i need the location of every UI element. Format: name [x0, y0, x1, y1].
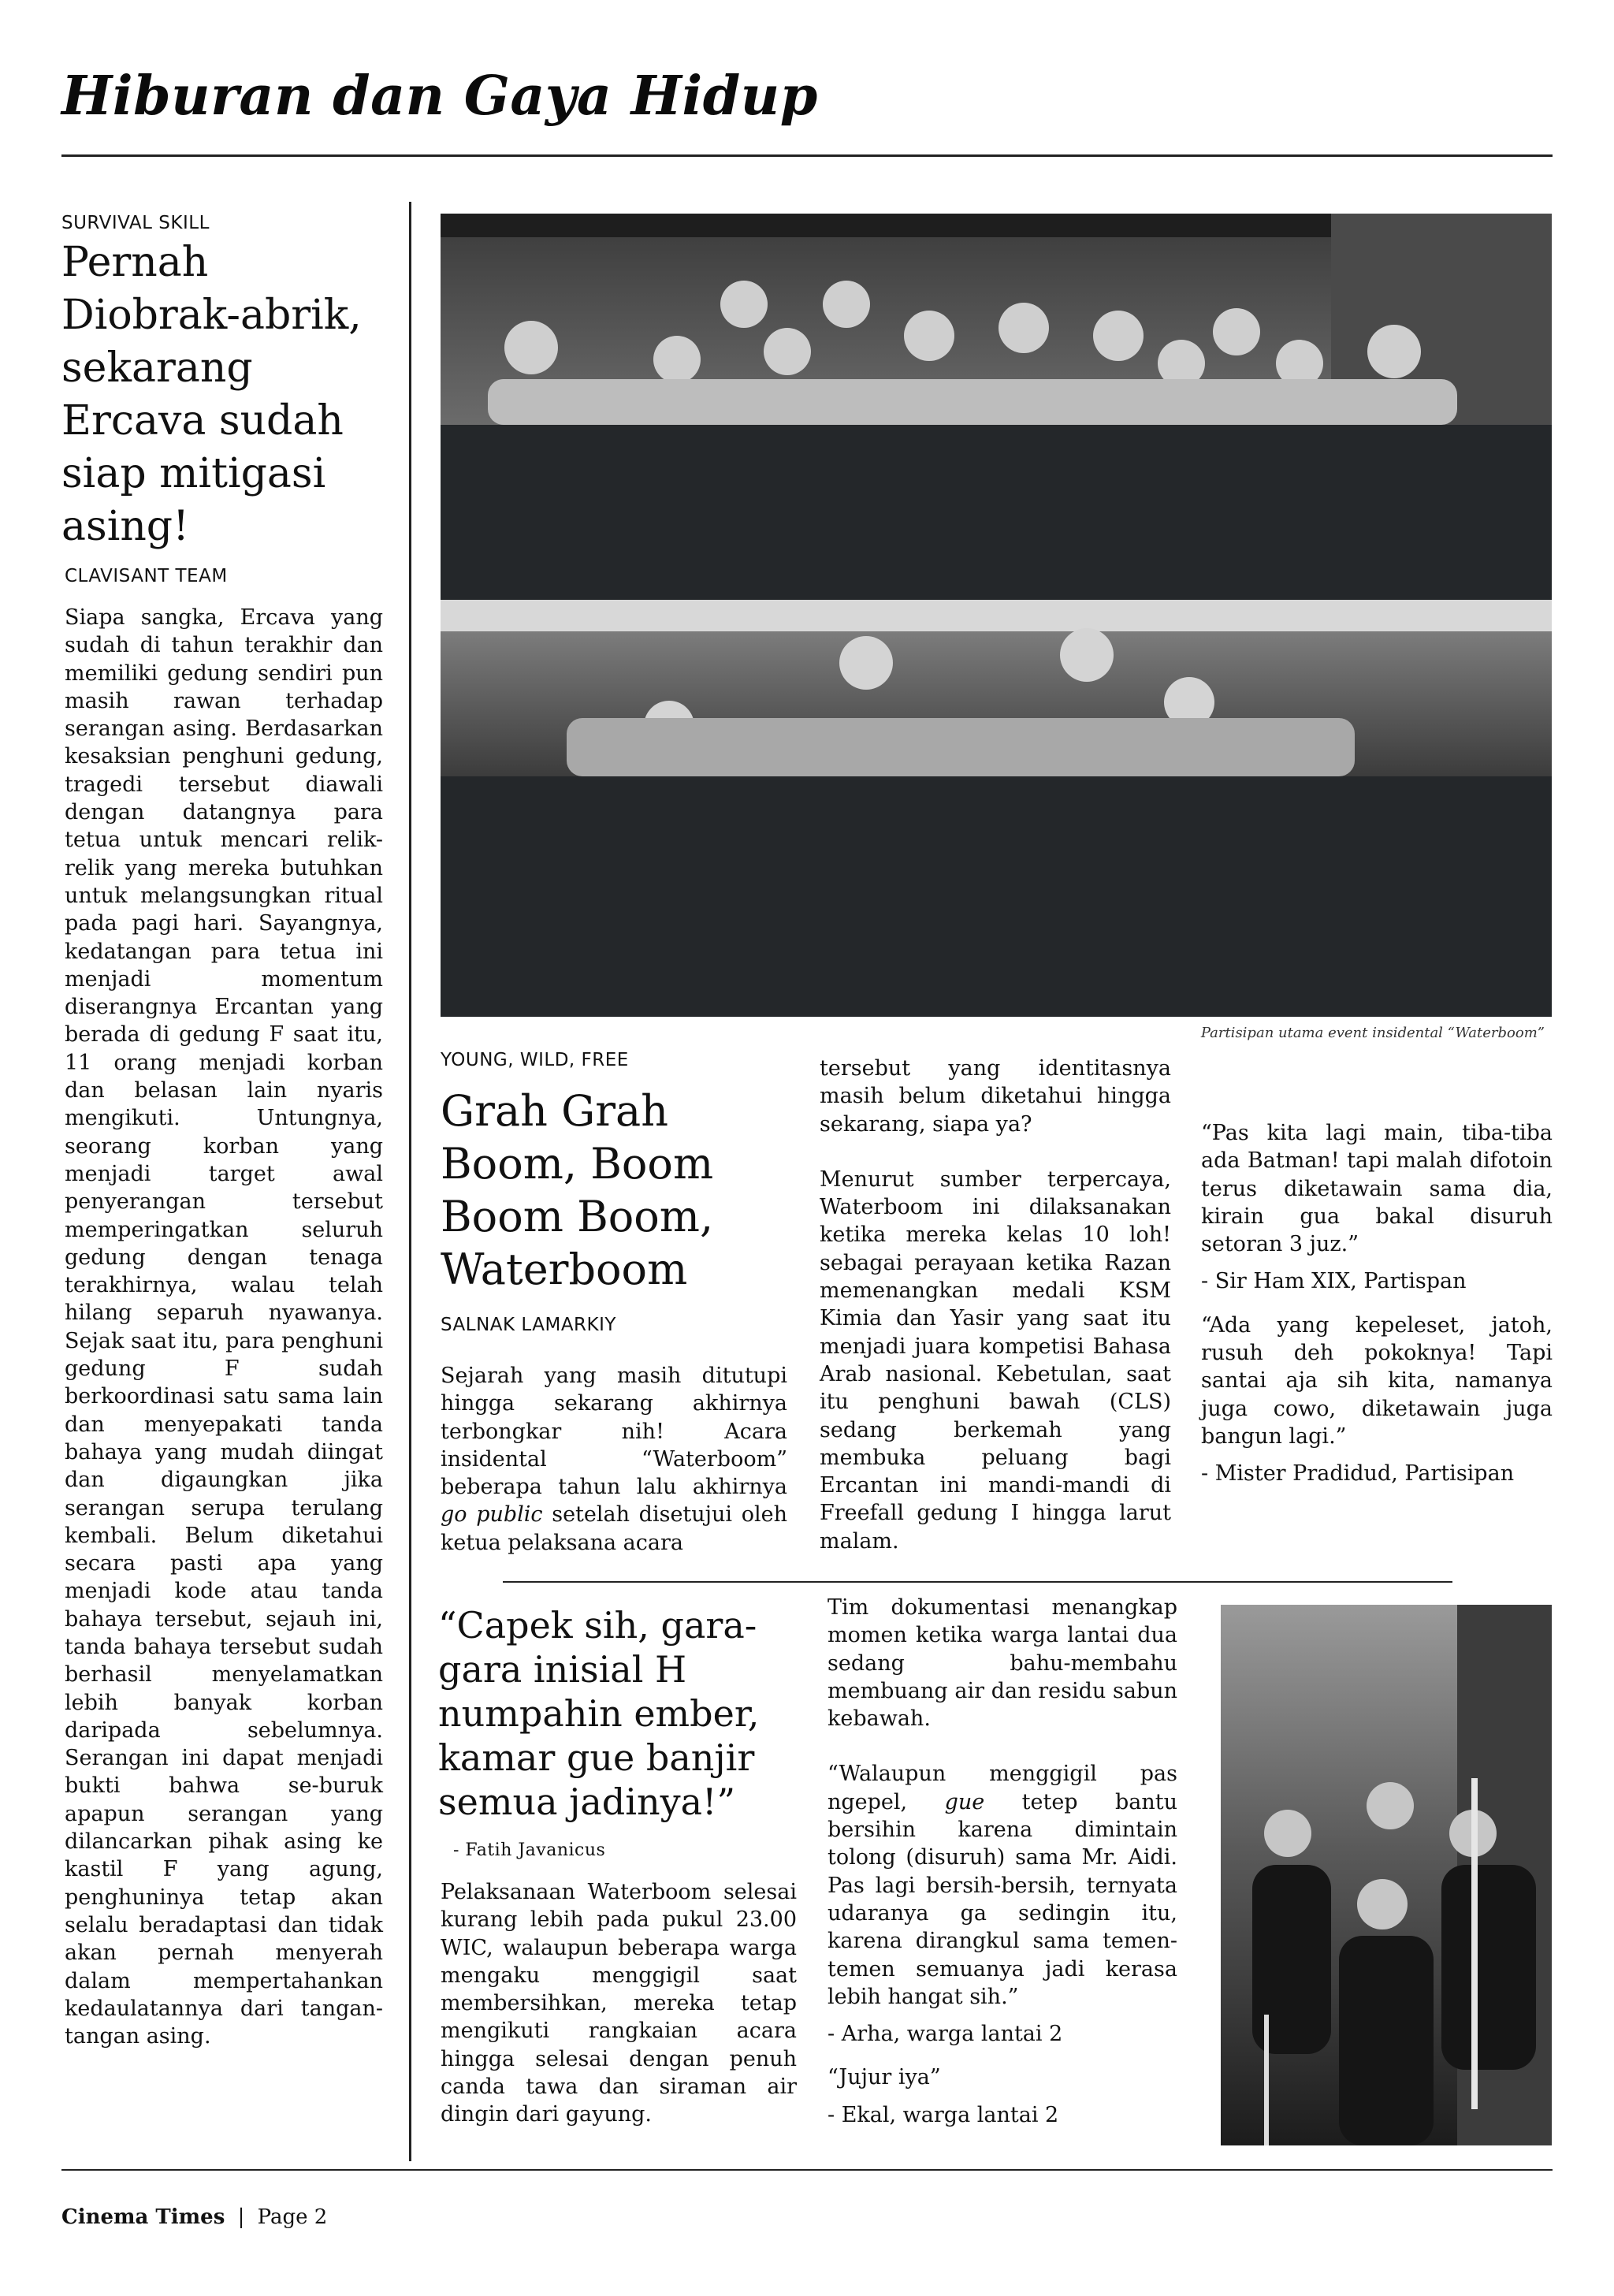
- quote2-text: “Ada yang kepeleset, jatoh, rusuh deh pokoknya! Tapi santai aja sih kita, namanya juga cowo, diketawain juga bangun lagi.”: [1201, 1312, 1553, 1449]
- quote2-attribution: - Mister Pradidud, Partisipan: [1201, 1461, 1515, 1487]
- quote1-attribution: - Sir Ham XIX, Partispan: [1201, 1269, 1467, 1294]
- cleanup-photo: [1221, 1605, 1552, 2145]
- article3-right: [827, 1594, 1177, 2145]
- article2-body-b: [820, 1055, 1171, 1555]
- group-photo-image: [441, 214, 1552, 1017]
- article2-headline: Grah Grah Boom, Boom Boom Boom, Waterboom: [441, 1086, 714, 1294]
- main-photo: [441, 214, 1552, 1017]
- article2-kicker: YOUNG, WILD, FREE: [441, 1050, 629, 1070]
- footer-publication: Cinema Times: [61, 2205, 225, 2229]
- footer-page: Page 2: [257, 2205, 328, 2229]
- article2-body-b2: Menurut sumber terpercaya, Waterboom ini dilaksanakan ketika mereka kelas 10 loh! sebagai perayaan ketika Razan memenangkan medali KSM Kimia dan Yasir yang saat itu menjadi juara kompetisi Bahasa Arab nasional. Kebetulan, saat itu penghuni bawah (CLS) sedang berkemah yang membuka peluang bagi Ercantan ini mandi-mandi di Freefall gedung I hingga larut malam.: [820, 1167, 1171, 1554]
- pullquote-attribution: - Fatih Javanicus: [453, 1840, 606, 1860]
- header-divider: [61, 154, 1553, 157]
- article2-quotes: [1201, 1119, 1553, 1504]
- article3-body: Pelaksanaan Waterboom selesai kurang lebih pada pukul 23.00 WIC, walaupun beberapa warga mengaku menggigil saat membersihkan, mereka tetap mengikuti rangkaian acara hingga selesai dengan penuh canda tawa dan siraman air dingin dari gayung.: [441, 1880, 797, 2127]
- documentation-text: Tim dokumentasi menangkap momen ketika warga lantai dua sedang bahu-membahu membuang air dan residu sabun kebawah.: [827, 1595, 1177, 1732]
- main-photo-caption: Partisipan utama event insidental “Waterboom”: [1200, 1025, 1545, 1041]
- article2-body-a: Sejarah yang masih ditutupi hingga sekarang akhirnya terbongkar nih! Acara insidental “Waterboom” beberapa tahun lalu akhirnya go public setelah disetujui oleh ketua pelaksana acara: [441, 1364, 787, 1555]
- article1-kicker: SURVIVAL SKILL: [61, 213, 210, 233]
- pullquote-text: “Capek sih, gara-gara inisial H numpahin ember, kamar gue banjir semua jadinya!”: [438, 1604, 760, 1823]
- cleanup-photo-image: [1221, 1605, 1552, 2145]
- column-divider: [409, 202, 411, 2161]
- article2-body-b1: tersebut yang identitasnya masih belum diketahui hingga sekarang, siapa ya?: [820, 1056, 1171, 1137]
- quote1-text: “Pas kita lagi main, tiba-tiba ada Batman! tapi malah difotoin terus diketawain sama dia, kirain gua bakal disuruh setoran 3 juz.”: [1201, 1121, 1553, 1257]
- quote3-text: “Walaupun menggigil pas ngepel, gue tetep bantu bersihin karena dimintain tolong (disuruh) sama Mr. Aidi. Pas lagi bersih-bersih, ternyata udaranya ga sedingin itu, karena dirangkul sama temen-temen semuanya jadi kerasa lebih hangat sih.”: [827, 1762, 1178, 2009]
- quote4-attribution: - Ekal, warga lantai 2: [827, 2102, 1059, 2127]
- quote4-text: “Jujur iya”: [827, 2065, 941, 2090]
- article1-body: Siapa sangka, Ercava yang sudah di tahun terakhir dan memiliki gedung sendiri pun masih rawan terhadap serangan asing. Berdasarkan kesaksian penghuni gedung, tragedi tersebut diawali dengan datangnya para tetua untuk mencari relik-relik yang mereka butuhkan untuk melangsungkan ritual pada pagi hari. Sayangnya, kedatangan para tetua ini menjadi momentum diserangnya Ercantan yang berada di gedung F saat itu, 11 orang menjadi korban dan belasan lain nyaris mengikuti. Untungnya, seorang korban yang menjadi target awal penyerangan tersebut memperingatkan seluruh gedung dengan tenaga terakhirnya, walau telah hilang separuh nyawanya. Sejak saat itu, para penghuni gedung F sudah berkoordinasi satu sama lain dan menyepakati tanda bahaya yang mudah diingat dan digaungkan jika serangan serupa terulang kembali. Belum diketahui secara pasti apa yang menjadi kode atau tanda bahaya tersebut, sejauh ini, tanda bahaya tersebut sudah berhasil menyelamatkan lebih banyak korban daripada sebelumnya. Serangan ini dapat menjadi bukti bahwa se-buruk apapun serangan yang dilancarkan pihak asing ke kastil F yang agung, penghuninya tetap akan selalu beradaptasi dan tidak akan pernah menyerah dalam mempertahankan kedaulatannya dari tangan-tangan asing.: [65, 605, 383, 2049]
- footer: [61, 2205, 327, 2229]
- article1-headline: Pernah Diobrak-abrik, sekarang Ercava sudah siap mitigasi asing!: [61, 239, 362, 550]
- footer-divider: [61, 2169, 1553, 2171]
- quote3-attribution: - Arha, warga lantai 2: [827, 2022, 1063, 2047]
- article-divider: [503, 1581, 1452, 1583]
- section-title: Hiburan dan Gaya Hidup: [61, 65, 818, 128]
- article2-byline: SALNAK LAMARKIY: [441, 1315, 616, 1335]
- article1-byline: CLAVISANT TEAM: [65, 566, 228, 586]
- footer-separator: |: [237, 2205, 245, 2229]
